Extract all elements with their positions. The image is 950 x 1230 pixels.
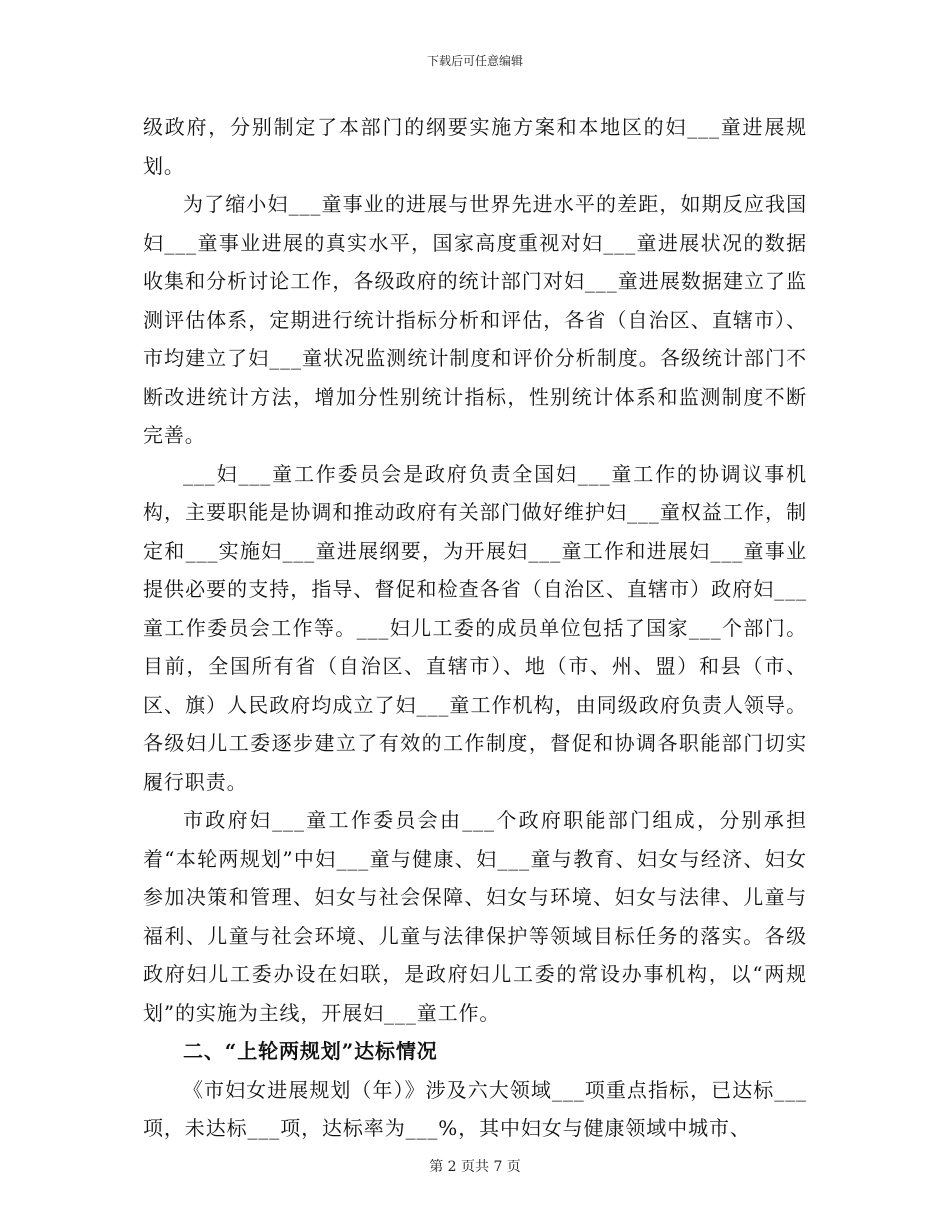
section-heading: 二、“上轮两规划”达标情况 xyxy=(183,1039,438,1063)
paragraph-committee: ___妇___童工作委员会是政府负责全国妇___童工作的协调议事机构，主要职能是协调和推动政府有关部门做好维护妇___童权益工作，制定和___实施妇___童进展纲要，为开展妇___童工作和进展妇___童事业提供必要的支持，指导、督促和检查各省（自治区、直辖市）政府妇___童工作委员会工作等。___妇儿工委的成员单位包括了国家___个部门。目前，全国所有省（自治区、直辖市）、地（市、州、盟）和县（市、区、旗）人民政府均成立了妇___童工作机构，由同级政府负责人领导。各级妇儿工委逐步建立了有效的工作制度，督促和协调各职能部门切实履行职责。 xyxy=(143,461,807,794)
paragraph-targets: 《市妇女进展规划（年）》涉及六大领域___项重点指标，已达标___项，未达标___项，达标率为___%，其中妇女与健康领域中城市、 xyxy=(143,1077,807,1140)
document-body xyxy=(143,108,807,1148)
paragraph-continuation: 级政府，分别制定了本部门的纲要实施方案和本地区的妇___童进展规划。 xyxy=(143,115,807,178)
paragraph-city-committee: 市政府妇___童工作委员会由___个政府职能部门组成，分别承担着“本轮两规划”中妇___童与健康、妇___童与教育、妇女与经济、妇女参加决策和管理、妇女与社会保障、妇女与环境、妇女与法律、儿童与福利、儿童与社会环境、儿童与法律保护等领域目标任务的落实。各级政府妇儿工委办设在妇联，是政府妇儿工委的常设办事机构，以“两规划”的实施为主线，开展妇___童工作。 xyxy=(143,808,807,1025)
page-footer: 第 2 页共 7 页 xyxy=(429,1159,521,1175)
paragraph-statistics: 为了缩小妇___童事业的进展与世界先进水平的差距，如期反应我国妇___童事业进展的真实水平，国家高度重视对妇___童进展状况的数据收集和分析讨论工作，各级政府的统计部门对妇___童进展数据建立了监测评估体系，定期进行统计指标分析和评估，各省（自治区、直辖市）、市均建立了妇___童状况监测统计制度和评价分析制度。各级统计部门不断改进统计方法，增加分性别统计指标，性别统计体系和监测制度不断完善。 xyxy=(143,192,807,447)
page-header: 下载后可任意编辑 xyxy=(426,54,523,68)
